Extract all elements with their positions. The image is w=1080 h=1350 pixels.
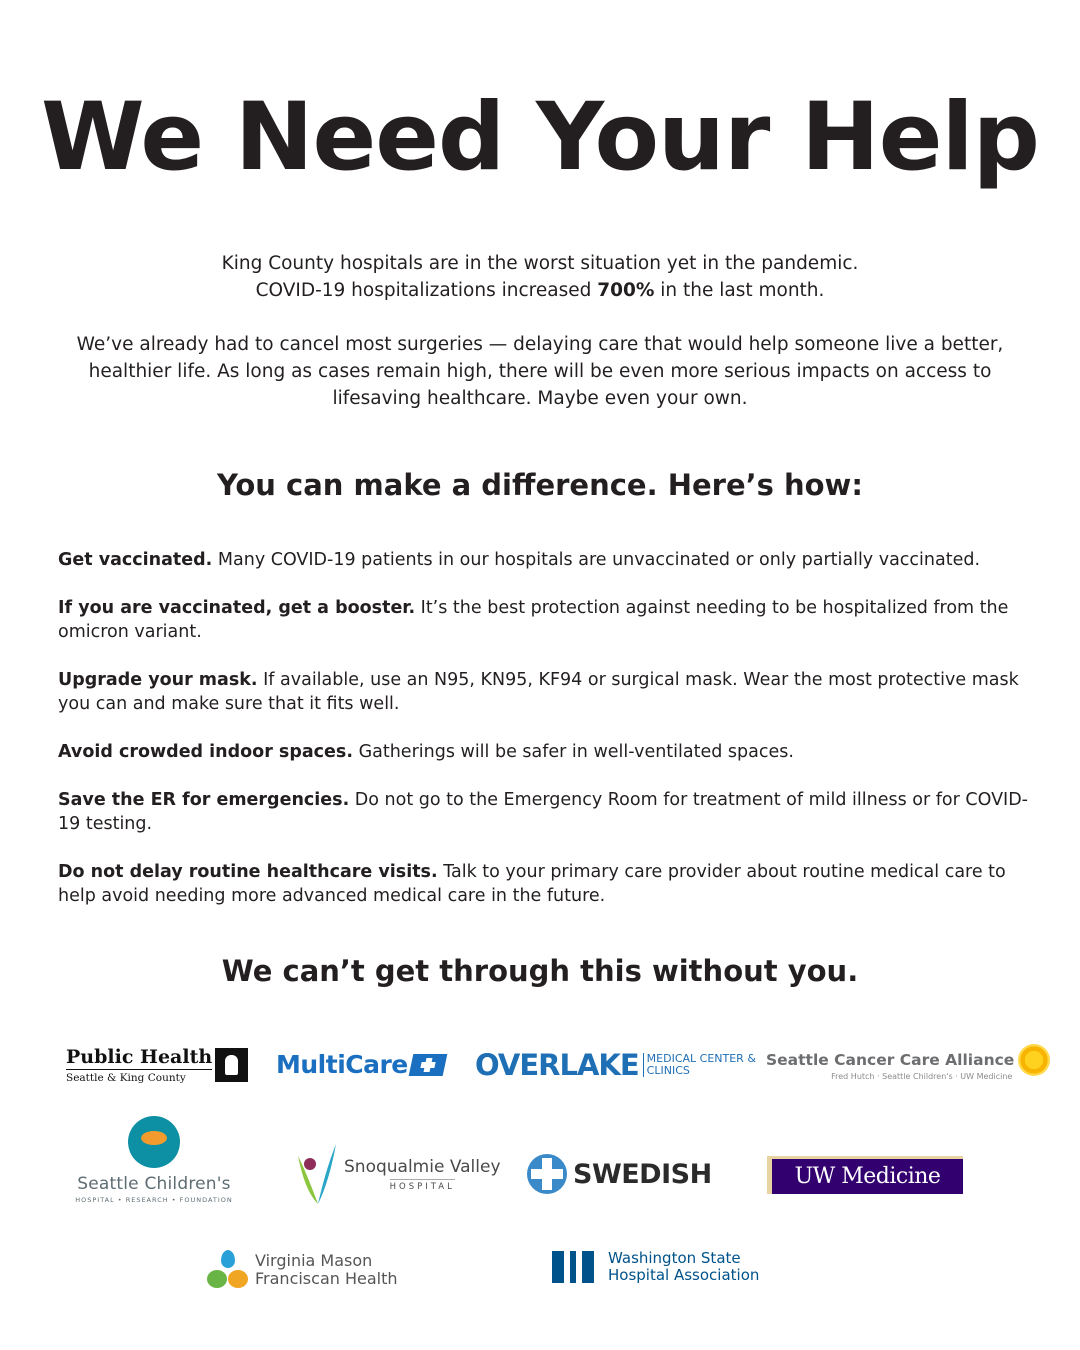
tip-title: Avoid crowded indoor spaces. — [58, 742, 353, 762]
logo-wsha — [552, 1250, 759, 1284]
logo-overlake — [475, 1048, 758, 1082]
seattle-childrens-name: Seattle Children's — [77, 1174, 231, 1194]
logo-uw-medicine — [767, 1156, 963, 1194]
intro-line-1: King County hospitals are in the worst situation yet in the pandemic. — [221, 253, 859, 274]
tip-item — [58, 860, 1033, 908]
tip-title: Get vaccinated. — [58, 550, 213, 570]
logo-scca — [766, 1044, 1050, 1081]
virginia-mason-line-2: Franciscan Health — [255, 1269, 398, 1288]
logo-virginia-mason — [207, 1250, 398, 1290]
overlake-name: OVERLAKE — [475, 1048, 639, 1082]
tips-list — [58, 548, 1033, 932]
tip-item — [58, 668, 1033, 716]
overlake-sub: MEDICAL CENTER & CLINICS — [643, 1053, 758, 1077]
uw-medicine-name: UW Medicine — [794, 1164, 941, 1189]
seattle-childrens-sub: HOSPITAL • RESEARCH • FOUNDATION — [75, 1196, 233, 1204]
public-health-icon — [215, 1048, 248, 1082]
tip-item — [58, 740, 1033, 764]
tip-text: Many COVID-19 patients in our hospitals are unvaccinated or only partially vaccinated. — [212, 550, 981, 570]
scca-sub: Fred Hutch · Seattle Children's · UW Medicine — [831, 1072, 1013, 1081]
tip-text: It’s the best protection against needing to be hospitalized from the omicron variant. — [58, 598, 1009, 642]
swedish-name: SWEDISH — [573, 1158, 712, 1190]
sun-icon — [1018, 1044, 1050, 1076]
intro-line-2-post: in the last month. — [654, 280, 825, 301]
wsha-line-2: Hospital Association — [608, 1266, 760, 1284]
valley-v-icon — [292, 1142, 342, 1206]
wsha-h-icon — [552, 1251, 594, 1283]
logo-seattle-childrens — [70, 1116, 238, 1204]
scca-name: Seattle Cancer Care Alliance — [766, 1051, 1015, 1069]
wsha-line-1: Washington State — [608, 1249, 741, 1267]
headline: We Need Your Help — [41, 83, 1039, 192]
logo-swedish — [527, 1154, 712, 1194]
tip-item — [58, 596, 1033, 644]
logo-snoqualmie-valley — [292, 1142, 501, 1206]
public-health-name: Public Health — [66, 1046, 213, 1068]
intro-line-2-pre: COVID-19 hospitalizations increased — [255, 280, 598, 301]
tip-item — [58, 548, 1033, 572]
public-health-sub: Seattle & King County — [66, 1072, 186, 1084]
how-heading: You can make a difference. Here’s how: — [217, 468, 863, 502]
whale-icon — [128, 1116, 180, 1168]
logo-multicare — [276, 1050, 445, 1079]
intro-paragraph-1 — [60, 250, 1020, 304]
snoqualmie-name: Snoqualmie Valley — [344, 1156, 501, 1177]
virginia-mason-line-1: Virginia Mason — [255, 1251, 373, 1270]
logo-public-health — [66, 1046, 248, 1084]
drop-leaves-icon — [207, 1250, 249, 1290]
tip-title: Do not delay routine healthcare visits. — [58, 862, 438, 882]
tip-title: Upgrade your mask. — [58, 670, 258, 690]
multicare-cross-icon — [408, 1054, 447, 1076]
tip-item — [58, 788, 1033, 836]
multicare-name: MultiCare — [276, 1050, 408, 1079]
snoqualmie-sub: HOSPITAL — [390, 1179, 455, 1192]
tip-text: Gatherings will be safer in well-ventilated spaces. — [353, 742, 794, 762]
intro-section — [60, 250, 1020, 439]
swedish-cross-icon — [527, 1154, 567, 1194]
closing-heading: We can’t get through this without you. — [221, 954, 859, 988]
tip-title: Save the ER for emergencies. — [58, 790, 350, 810]
intro-paragraph-2: We’ve already had to cancel most surgeries — delaying care that would help someone live a better, healthier life. As long as cases remain high, there will be even more serious impacts on access to lifesaving healthcare. Maybe even your own. — [76, 334, 1004, 409]
tip-title: If you are vaccinated, get a booster. — [58, 598, 416, 618]
tip-text: If available, use an N95, KN95, KF94 or surgical mask. Wear the most protective mask you can and make sure that it fits well. — [58, 670, 1019, 714]
tip-text: Do not go to the Emergency Room for treatment of mild illness or for COVID-19 testing. — [58, 790, 1028, 834]
intro-stat: 700% — [597, 280, 655, 301]
tip-text: Talk to your primary care provider about routine medical care to help avoid needing more advanced medical care in the future. — [58, 862, 1006, 906]
